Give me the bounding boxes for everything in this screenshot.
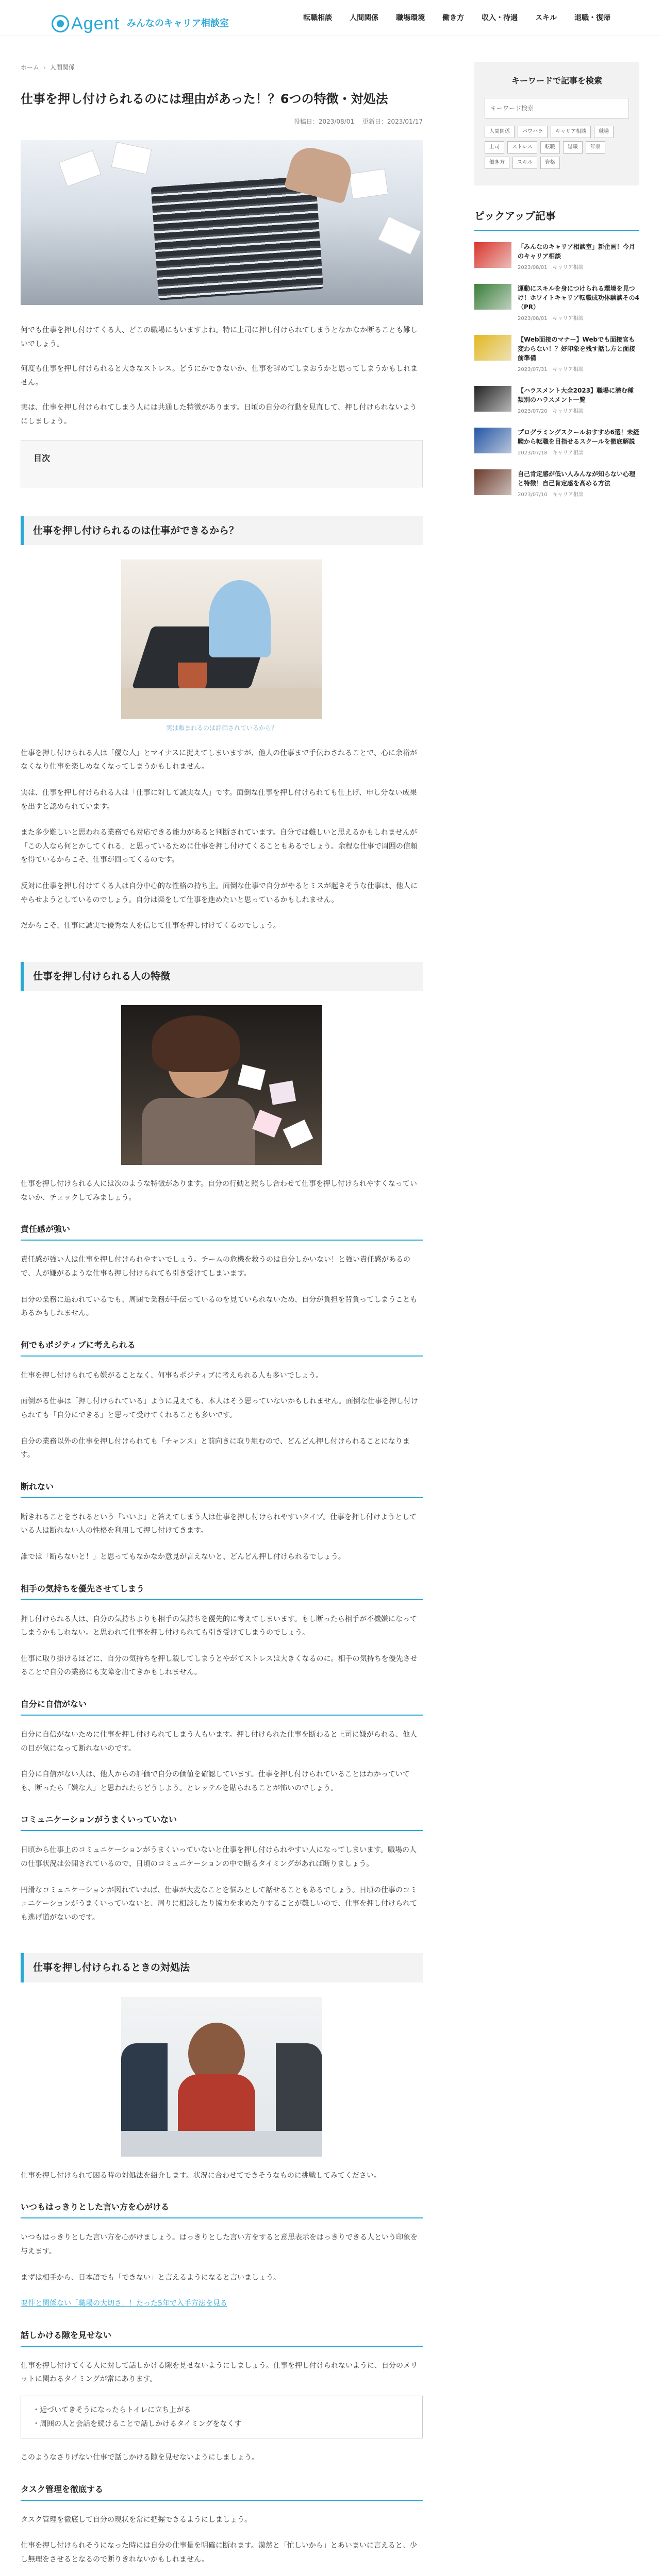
pickup-item[interactable] [474, 386, 639, 416]
paragraph: このようなさりげない仕事で話しかける隙を見せないようにしましょう。 [21, 2453, 259, 2462]
meeting-image [121, 1997, 322, 2157]
pickup-list [474, 242, 639, 500]
subsection-heading: 何でもポジティブに考えられる [21, 1339, 423, 1357]
paragraph: 仕事を押し付けられそうになった時には自分の仕事量を明確に断れます。漠然と「忙しいから」とあいまいに言えると、少し無理をさせるとなるので断りきれないかもしれません。 [21, 2541, 417, 2564]
intro-paragraph: 何度も仕事を押し付けられると大きなストレス。どうにかできないか、仕事を辞めてしまおうかと思ってしまうかもしれません。 [21, 365, 418, 387]
nav-item[interactable]: スキル [535, 14, 557, 22]
paragraph: 自分の業務以外の仕事を押し付けられても「チャンス」と前向きに取り組むので、どんどん押し付けられることになります。 [21, 1437, 410, 1460]
tag[interactable]: 年収 [586, 141, 605, 154]
tag[interactable]: 転職 [540, 141, 560, 154]
laptop-image [121, 560, 322, 719]
tag-cloud [485, 126, 629, 172]
tag[interactable]: スキル [512, 157, 537, 169]
toc-title: 目次 [34, 453, 51, 463]
paragraph: 反対に仕事を押し付けてくる人は自分中心的な性格の持ち主。面倒な仕事で自分がやるとミスが起きそうな仕事は、他人にやらせようとしているのでしょう。自分は楽をして仕事を進めたいと思っているかもしれません。 [21, 882, 418, 904]
pickup-thumbnail[interactable] [474, 386, 511, 412]
updated-date: 更新日：2023/01/17 [362, 118, 423, 126]
global-nav [286, 11, 610, 25]
pickup-meta: 2023/08/01 キャリア相談 [518, 316, 584, 322]
section-heading: 仕事を押し付けられる人の特徴 [21, 962, 423, 991]
published-date: 投稿日：2023/08/01 [293, 118, 354, 126]
pickup-title[interactable]: 運動にスキルを身につけられる環境を見つけ！ホワイトキャリア転職成功体験談その4（PR） [518, 285, 639, 311]
search-input[interactable] [490, 105, 623, 112]
subsection-heading: 相手の気持ちを優先させてしまう [21, 1583, 423, 1600]
intro-paragraph: 実は、仕事を押し付けられてしまう人には共通した特徴があります。日頃の自分の行動を見直して、押し付けられないようにしましょう。 [21, 403, 417, 426]
tag[interactable]: 資格 [540, 157, 560, 169]
logo-icon [52, 15, 69, 32]
search-box[interactable] [485, 98, 629, 118]
paragraph: 押し付けられる人は、自分の気持ちよりも相手の気持ちを優先的に考えてしまいます。もし断ったら相手が不機嫌になってしまうかもしれない。と思われて仕事を押し付けられても引き受けてしまうのでしょう。 [21, 1615, 417, 1637]
logo-subtitle: みんなのキャリア相談室 [126, 18, 229, 29]
chevron-right-icon: › [43, 64, 46, 71]
site-header [0, 0, 662, 36]
pickup-meta: 2023/07/31 キャリア相談 [518, 367, 584, 373]
pickup-item[interactable] [474, 242, 639, 273]
nav-item[interactable]: 人間関係 [350, 14, 379, 22]
paragraph: 責任感が強い人は仕事を押し付けられやすいでしょう。チームの危機を救うのは自分しかいない！と強い責任感があるので、人が嫌がるような仕事も押し付けられても引き受けてしまいます。 [21, 1256, 410, 1278]
pickup-thumbnail[interactable] [474, 469, 511, 495]
pickup-thumbnail[interactable] [474, 428, 511, 453]
list-item: ・周囲の人と会話を続けることで話しかけるタイミングをなくす [32, 2419, 242, 2428]
tag[interactable]: ストレス [507, 141, 537, 154]
subsection-heading: 自分に自信がない [21, 1698, 423, 1716]
site-logo[interactable] [52, 7, 229, 41]
pickup-title[interactable]: プログラミングスクールおすすめ6選！未経験から転職を目指せるスクールを徹底解説 [518, 429, 639, 446]
paragraph: 仕事を押し付けられて困る時の対処法を紹介します。状況に合わせてできそうなものに挑戦してみてください。 [21, 2171, 381, 2180]
subsection-heading: 責任感が強い [21, 1223, 423, 1241]
pickup-title[interactable]: 「みんなのキャリア相談室」新企画！今月のキャリア相談 [518, 243, 636, 260]
subsection-heading: いつもはっきりとした言い方を心がける [21, 2201, 423, 2218]
paragraph: 日頃から仕事上のコミュニケーションがうまくいっていないと仕事を押し付けられやすい人になってしまいます。職場の人の仕事状況は公開されているので、日頃のコミュニケーションの中で断るタイミングがあれば断りましょう。 [21, 1846, 417, 1868]
intro [21, 324, 423, 429]
list-item: ・近づいてきそうになったらトイレに立ち上がる [32, 2405, 191, 2414]
paragraph: 仕事に取り掛けるほどに、自分の気持ちを押し殺してしまうとやがてストレスは大きくなるのに。相手の気持ちを優先させることで自分の業務にも支障を出てきかもしれません。 [21, 1654, 418, 1677]
pickup-thumbnail[interactable] [474, 242, 511, 268]
tag[interactable]: パワハラ [518, 126, 548, 138]
paragraph: 断きれることをされるという「いいよ」と答えてしまう人は仕事を押し付けられやすいタイプ。仕事を押し付けようとしている人は断れない人の性格を利用して押し付けてきます。 [21, 1513, 417, 1535]
tag[interactable]: 退職 [563, 141, 583, 154]
tag[interactable]: 上司 [485, 141, 504, 154]
sidebar [474, 62, 639, 500]
page-title: 仕事を押し付けられるのには理由があった！？6つの特徴・対処法 [21, 91, 388, 106]
paragraph: いつもはっきりとした言い方を心がけましょう。はっきりとした言い方をすると意思表示をはっきりできる人という印象を与えます。 [21, 2233, 418, 2256]
pickup-heading: ピックアップ記事 [474, 206, 639, 231]
breadcrumb [21, 62, 423, 74]
logo-word: Agent [71, 14, 120, 33]
pickup-title[interactable]: 【ハラスメント大全2023】職場に潜む種類別のハラスメント一覧 [518, 387, 634, 404]
pickup-item[interactable] [474, 428, 639, 458]
tag[interactable]: 人間関係 [485, 126, 515, 138]
tag[interactable]: 職場 [594, 126, 614, 138]
nav-item[interactable]: 退職・復帰 [574, 14, 610, 22]
paragraph: 仕事を押し付けられても嫌がることなく、何事もポジティブに考えられる人も多いでしょう。 [21, 1371, 323, 1380]
nav-item[interactable]: 職場環境 [396, 14, 425, 22]
figure-caption: 実は頼まれるのは評価されているから？ [166, 724, 277, 732]
intro-paragraph: 何でも仕事を押し付けてくる人、どこの職場にもいますよね。特に上司に押し付けられてしまうとなかなか断ることも難しいでしょう。 [21, 326, 418, 348]
pickup-meta: 2023/08/01 キャリア相談 [518, 265, 584, 271]
subsection-heading: 断れない [21, 1481, 423, 1498]
table-of-contents[interactable] [21, 440, 423, 487]
paragraph: 円滑なコミュニケーションが図れていれば、仕事が大変なことを悩みとして話せることもあるでしょう。日頃の仕事のコミュニケーションがうまくいっていないと、周りに相談したり協力を求めたりすることが難しいので、仕事を押し付けられても逃げ道がないのです。 [21, 1886, 418, 1922]
tag[interactable]: キャリア相談 [551, 126, 591, 138]
paragraph: まずは相手から、日本語でも「できない」と言えるようになると言いましょう。 [21, 2273, 280, 2282]
paragraph: 自分の業務に追われているでも、周囲で業務が手伝っているのを見ていられないため、自分が負担を背負ってしまうこともあるかもしれません。 [21, 1295, 418, 1318]
nav-item[interactable]: 収入・待遇 [482, 14, 518, 22]
breadcrumb-home[interactable]: ホーム [21, 64, 40, 71]
paragraph: 仕事を押し付けてくる人に対して話しかける隙を見せないようにしましょう。仕事を押し付けられないように、自分のメリットに関わるタイミングが常にあります。 [21, 2361, 418, 2384]
nav-item[interactable]: 転職相談 [303, 14, 333, 22]
paragraph: 仕事を押し付けられる人には次のような特徴があります。自分の行動と照らし合わせて仕事を押し付けられやすくなっていないか、チェックしてみましょう。 [21, 1180, 417, 1202]
pickup-meta: 2023/07/20 キャリア相談 [518, 409, 584, 415]
paragraph: タスク管理を徹底して自分の現状を常に把握できるようにしましょう。 [21, 2515, 252, 2524]
pickup-meta: 2023/07/18 キャリア相談 [518, 450, 584, 456]
pickup-thumbnail[interactable] [474, 335, 511, 361]
tag[interactable]: 働き方 [485, 157, 509, 169]
section-heading: 仕事を押し付けられるときの対処法 [21, 1953, 423, 1982]
breadcrumb-category[interactable]: 人間関係 [49, 64, 75, 71]
pickup-item[interactable] [474, 469, 639, 500]
eyecatch-image [21, 140, 423, 305]
pickup-thumbnail[interactable] [474, 284, 511, 310]
paragraph: また多少難しいと思われる業務でも対応できる能力があると判断されています。自分では難しいと思えるかもしれませんが「この人なら何とかしてくれる」と思っているために仕事を押し付けてくることもあるでしょう。余程な仕事で周囲の信頼を得ているからこそ、仕事が回ってくるのです。 [21, 828, 418, 865]
paragraph: 誰では「断らないと！」と思ってもなかなか意見が言えないと、どんどん押し付けられるでしょう。 [21, 1553, 345, 1561]
subsection-heading: タスク管理を徹底する [21, 2483, 423, 2501]
pickup-title[interactable]: 自己肯定感が低い人みんなが知らない心理と特徴！自己肯定感を高める方法 [518, 470, 636, 487]
pickup-meta: 2023/07/10 キャリア相談 [518, 492, 584, 498]
pickup-title[interactable]: 【Web面接のマナー】Webでも面接官も変わらない！？好印象を残す話し方と面接前準備 [518, 336, 636, 362]
nav-item[interactable]: 働き方 [442, 14, 465, 22]
figure [121, 1997, 322, 2157]
tips-box [21, 2396, 423, 2438]
paragraph: 実は、仕事を押し付けられる人は「仕事に対して誠実な人」です。面倒な仕事を押し付けられても仕上げ、申し分ない成果を出すと認められています。 [21, 789, 417, 811]
search-widget-title: キーワードで記事を検索 [511, 76, 602, 86]
related-article-link[interactable]: 要件と関係ない「職場の大切さ」！たった5年で入手方法を見る [21, 2299, 227, 2308]
article [21, 62, 423, 2576]
paragraph: だからこそ、仕事に誠実で優秀な人を信じて仕事を押し付けてくるのでしょう。 [21, 922, 280, 930]
subsection-heading: コミュニケーションがうまくいっていない [21, 1814, 423, 1831]
section-heading: 仕事を押し付けられるのは仕事ができるから？ [21, 516, 423, 546]
search-widget [474, 62, 639, 185]
figure [121, 560, 322, 734]
pickup-item[interactable] [474, 284, 639, 324]
subsection-heading: 話しかける隙を見せない [21, 2329, 423, 2347]
post-dates [21, 116, 423, 128]
figure [121, 1005, 322, 1165]
paragraph: 仕事を押し付けられる人は「優な人」とマイナスに捉えてしまいますが、他人の仕事まで手伝わされることで、心に余裕がなくなり仕事を楽しめなくなってしまうかもしれません。 [21, 749, 417, 771]
stressed-worker-image [121, 1005, 322, 1165]
pickup-item[interactable] [474, 335, 639, 375]
paragraph: 自分に自信がないために仕事を押し付けられてしまう人もいます。押し付けられた仕事を断わると上司に嫌がられる、他人の目が気になって断れないのです。 [21, 1730, 417, 1753]
paragraph: 面倒がる仕事は「押し付けられている」ように見えても、本人はそう思っていないかもしれません。面倒な仕事を押し付けられても「自分にできる」と思って受けてくれることも多いです。 [21, 1397, 418, 1420]
paragraph: 自分に自信がない人は、他人からの評価で自分の価値を確認しています。仕事を押し付けられていることはわかっていても、断ったら「嫌な人」と思われたらどうしよう。とレッテルを貼られることが怖いのでしょう。 [21, 1770, 410, 1792]
